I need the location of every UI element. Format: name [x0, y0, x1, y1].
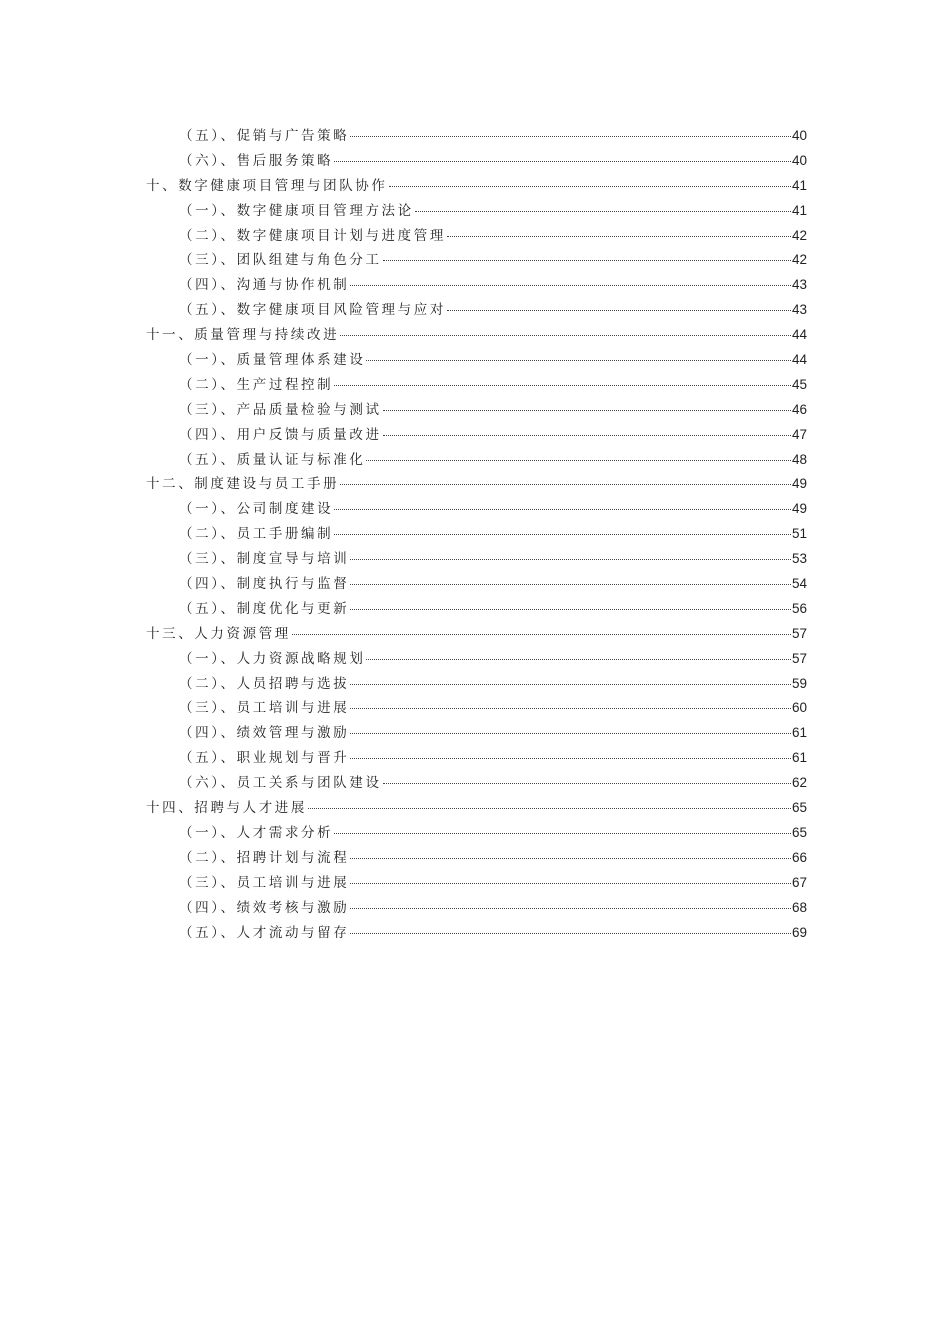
toc-page-number: 62	[791, 775, 807, 791]
toc-page-number: 69	[791, 924, 807, 940]
toc-entry-title: （一）、公司制度建设	[179, 501, 334, 518]
toc-page-number: 48	[791, 451, 807, 467]
toc-dot-leader	[334, 161, 791, 162]
table-of-contents	[146, 124, 807, 945]
toc-entry-title: 十一、质量管理与持续改进	[146, 327, 340, 344]
toc-chapter-entry[interactable]	[146, 323, 807, 348]
toc-entry-title: （二）、招聘计划与流程	[179, 849, 350, 866]
toc-section-entry[interactable]	[146, 721, 807, 746]
toc-section-entry[interactable]	[146, 199, 807, 224]
toc-section-entry[interactable]	[146, 149, 807, 174]
toc-chapter-entry[interactable]	[146, 472, 807, 497]
toc-section-entry[interactable]	[146, 497, 807, 522]
toc-dot-leader	[366, 659, 791, 660]
toc-section-entry[interactable]	[146, 273, 807, 298]
toc-page-number: 43	[791, 277, 807, 293]
toc-entry-title: （五）、数字健康项目风险管理与应对	[179, 302, 446, 319]
toc-dot-leader	[383, 783, 791, 784]
toc-page-number: 44	[791, 327, 807, 343]
toc-page-number: 56	[791, 600, 807, 616]
toc-dot-leader	[334, 385, 791, 386]
toc-section-entry[interactable]	[146, 348, 807, 373]
toc-dot-leader	[350, 758, 791, 759]
toc-page-number: 68	[791, 899, 807, 915]
toc-dot-leader	[366, 360, 791, 361]
toc-dot-leader	[383, 435, 791, 436]
toc-entry-title: （五）、人才流动与留存	[179, 924, 350, 941]
toc-dot-leader	[415, 211, 791, 212]
toc-page-number: 45	[791, 376, 807, 392]
toc-entry-title: （二）、数字健康项目计划与进度管理	[179, 227, 446, 244]
toc-page-number: 57	[791, 625, 807, 641]
toc-chapter-entry[interactable]	[146, 174, 807, 199]
toc-section-entry[interactable]	[146, 547, 807, 572]
toc-entry-title: （四）、沟通与协作机制	[179, 277, 350, 294]
toc-dot-leader	[350, 559, 791, 560]
toc-dot-leader	[350, 584, 791, 585]
toc-dot-leader	[350, 136, 791, 137]
toc-entry-title: （三）、员工培训与进展	[179, 874, 350, 891]
toc-dot-leader	[447, 310, 791, 311]
toc-page-number: 61	[791, 725, 807, 741]
toc-page-number: 47	[791, 426, 807, 442]
toc-dot-leader	[334, 833, 791, 834]
toc-section-entry[interactable]	[146, 522, 807, 547]
toc-dot-leader	[350, 733, 791, 734]
toc-entry-title: （四）、用户反馈与质量改进	[179, 426, 382, 443]
toc-section-entry[interactable]	[146, 248, 807, 273]
toc-dot-leader	[350, 684, 791, 685]
toc-page-number: 49	[791, 501, 807, 517]
toc-entry-title: （三）、团队组建与角色分工	[179, 252, 382, 269]
toc-page-number: 66	[791, 849, 807, 865]
toc-entry-title: （二）、人员招聘与选拔	[179, 675, 350, 692]
toc-entry-title: （六）、员工关系与团队建设	[179, 775, 382, 792]
toc-dot-leader	[366, 460, 791, 461]
toc-dot-leader	[383, 410, 791, 411]
toc-dot-leader	[350, 933, 791, 934]
toc-page-number: 60	[791, 700, 807, 716]
toc-section-entry[interactable]	[146, 871, 807, 896]
toc-entry-title: 十二、制度建设与员工手册	[146, 476, 340, 493]
toc-dot-leader	[340, 335, 791, 336]
toc-dot-leader	[350, 609, 791, 610]
toc-entry-title: （一）、人力资源战略规划	[179, 650, 366, 667]
toc-entry-title: （三）、产品质量检验与测试	[179, 401, 382, 418]
toc-dot-leader	[340, 484, 791, 485]
toc-entry-title: （一）、质量管理体系建设	[179, 352, 366, 369]
toc-dot-leader	[334, 534, 791, 535]
toc-dot-leader	[447, 236, 791, 237]
toc-entry-title: （一）、数字健康项目管理方法论	[179, 202, 414, 219]
toc-dot-leader	[383, 260, 791, 261]
toc-entry-title: （五）、职业规划与晋升	[179, 750, 350, 767]
toc-dot-leader	[350, 285, 791, 286]
toc-section-entry[interactable]	[146, 846, 807, 871]
toc-dot-leader	[308, 808, 791, 809]
toc-page-number: 54	[791, 576, 807, 592]
toc-page-number: 49	[791, 476, 807, 492]
toc-section-entry[interactable]	[146, 921, 807, 946]
toc-section-entry[interactable]	[146, 373, 807, 398]
toc-page-number: 61	[791, 750, 807, 766]
toc-entry-title: （五）、制度优化与更新	[179, 600, 350, 617]
toc-entry-title: （二）、生产过程控制	[179, 376, 334, 393]
toc-entry-title: 十三、人力资源管理	[146, 625, 291, 642]
toc-page-number: 42	[791, 252, 807, 268]
toc-section-entry[interactable]	[146, 124, 807, 149]
toc-entry-title: （一）、人才需求分析	[179, 824, 334, 841]
toc-section-entry[interactable]	[146, 896, 807, 921]
toc-dot-leader	[350, 908, 791, 909]
toc-dot-leader	[350, 883, 791, 884]
toc-chapter-entry[interactable]	[146, 796, 807, 821]
toc-entry-title: （四）、绩效管理与激励	[179, 725, 350, 742]
toc-page-number: 53	[791, 551, 807, 567]
toc-entry-title: （二）、员工手册编制	[179, 526, 334, 543]
toc-section-entry[interactable]	[146, 448, 807, 473]
toc-section-entry[interactable]	[146, 572, 807, 597]
toc-chapter-entry[interactable]	[146, 622, 807, 647]
toc-page-number: 65	[791, 800, 807, 816]
toc-page-number: 59	[791, 675, 807, 691]
toc-entry-title: （五）、促销与广告策略	[179, 128, 350, 144]
toc-entry-title: （三）、员工培训与进展	[179, 700, 350, 717]
toc-section-entry[interactable]	[146, 224, 807, 249]
toc-dot-leader	[292, 634, 791, 635]
toc-entry-title: （四）、制度执行与监督	[179, 576, 350, 593]
toc-page-number: 43	[791, 302, 807, 318]
toc-entry-title: （六）、售后服务策略	[179, 152, 334, 169]
toc-page-number: 40	[791, 128, 807, 143]
toc-section-entry[interactable]	[146, 398, 807, 423]
toc-entry-title: （四）、绩效考核与激励	[179, 899, 350, 916]
toc-section-entry[interactable]	[146, 746, 807, 771]
toc-section-entry[interactable]	[146, 696, 807, 721]
toc-section-entry[interactable]	[146, 423, 807, 448]
toc-dot-leader	[350, 708, 791, 709]
toc-page-number: 44	[791, 352, 807, 368]
toc-page-number: 51	[791, 526, 807, 542]
toc-entry-title: 十、数字健康项目管理与团队协作	[146, 177, 388, 194]
toc-section-entry[interactable]	[146, 771, 807, 796]
toc-page-number: 41	[791, 202, 807, 218]
toc-page-number: 65	[791, 824, 807, 840]
toc-dot-leader	[334, 509, 791, 510]
toc-section-entry[interactable]	[146, 672, 807, 697]
toc-page-number: 57	[791, 650, 807, 666]
toc-section-entry[interactable]	[146, 821, 807, 846]
toc-entry-title: 十四、招聘与人才进展	[146, 800, 307, 817]
toc-page-number: 67	[791, 874, 807, 890]
toc-page-number: 42	[791, 227, 807, 243]
toc-entry-title: （三）、制度宣导与培训	[179, 551, 350, 568]
toc-section-entry[interactable]	[146, 647, 807, 672]
toc-page-number: 41	[791, 177, 807, 193]
toc-page-number: 46	[791, 401, 807, 417]
toc-section-entry[interactable]	[146, 298, 807, 323]
toc-dot-leader	[389, 186, 791, 187]
toc-page-number: 40	[791, 152, 807, 168]
toc-entry-title: （五）、质量认证与标准化	[179, 451, 366, 468]
toc-section-entry[interactable]	[146, 597, 807, 622]
toc-dot-leader	[350, 858, 791, 859]
